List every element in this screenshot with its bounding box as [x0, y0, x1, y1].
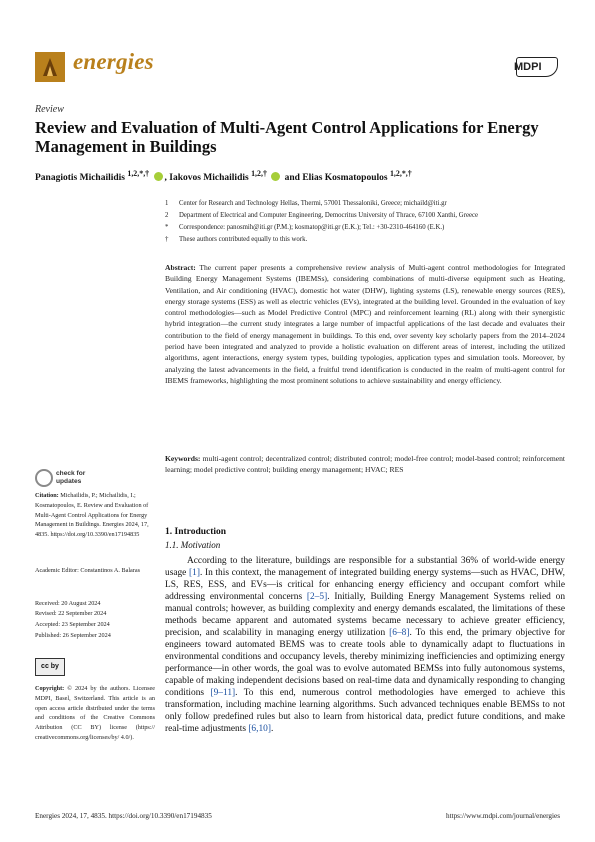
author-superscript: 1,2,*,†: [127, 169, 150, 178]
author-superscript: 1,2,†: [251, 169, 267, 178]
body-text: . Initially, Building Energy Management Systems relied on manual controls; however, as building complexity and energy demands escalated, the limitations of these methods became apparent and automated systems became necessary to achieve greater efficiency, precision, and scalability in managing energy utilization: [165, 592, 566, 638]
orcid-icon[interactable]: [154, 172, 163, 181]
citation-link[interactable]: [6,10]: [248, 724, 271, 734]
affiliation-mark: 2: [165, 212, 169, 219]
subsection-heading: 1.1. Motivation: [165, 540, 221, 550]
affiliation-text: These authors contributed equally to this work.: [179, 236, 308, 243]
affiliation: [165, 199, 565, 209]
affiliation-mark: †: [165, 236, 169, 243]
check-for-updates-button[interactable]: [56, 470, 85, 486]
section-heading: 1. Introduction: [165, 527, 227, 537]
affiliation-text: Department of Electrical and Computer Engineering, Democritus University of Thrace, 67100 Xanthi, Greece: [179, 212, 479, 219]
keywords-label: Keywords:: [165, 454, 201, 463]
affiliation: [165, 211, 565, 221]
affiliation-mark: 1: [165, 200, 169, 207]
citation-block: [35, 491, 155, 540]
abstract-label: Abstract:: [165, 263, 196, 272]
footer-journal-link[interactable]: https://www.mdpi.com/journal/energies: [446, 812, 560, 820]
affiliation: [165, 235, 565, 245]
citation-label: Citation:: [35, 492, 59, 499]
article-type: Review: [35, 104, 64, 115]
author-name[interactable]: Panagiotis Michailidis: [35, 173, 125, 184]
citation-link[interactable]: [1]: [189, 568, 200, 578]
author-superscript: 1,2,*,†: [389, 169, 412, 178]
body-text: . To this end, numerous control methodologies have emerged to achieve this transformation, including machine learning algorithms. Such advanced techniques enable BEMSs to not only follow predefined rules but also to learn from historical data, predict future conditions, and make real-time adjustments: [165, 688, 566, 734]
article-title: Review and Evaluation of Multi-Agent Control Applications for Energy Management in Buildings: [35, 118, 539, 156]
copyright-block: [35, 684, 155, 743]
keywords-text: multi-agent control; decentralized control; distributed control; model-free control; model-based control; reinforcement learning; model predictive control; building energy management; HVAC; RES: [165, 454, 565, 475]
citation-link[interactable]: [2–5]: [306, 592, 328, 602]
author-list: Panagiotis Michailidis $^{1,2,*,\dagger}$ , Iakovos Michailidis $^{1,2,\dagger}$ and Elias Kosmatopoulos $^{1,2,*,\dagger}$: [35, 169, 412, 184]
copyright-label: Copyright:: [35, 685, 65, 692]
cc-license-badge[interactable]: cc by: [35, 658, 65, 676]
affiliation-text: Correspondence: panosmih@iti.gr (P.M.); kosmatop@iti.gr (E.K.); Tel.: +30-2310-464160 (E.K.): [179, 224, 445, 231]
check-updates-line: check for: [56, 470, 86, 477]
check-for-updates-icon[interactable]: [35, 469, 53, 487]
keywords: [165, 453, 565, 476]
author-name[interactable]: Iakovos Michailidis: [169, 173, 249, 184]
affiliation: [165, 223, 565, 233]
check-updates-line: updates: [56, 478, 82, 485]
revised-date: Revised: 22 September 2024: [35, 610, 107, 617]
copyright-text: © 2024 by the authors. Licensee MDPI, Basel, Switzerland. This article is an open access article distributed under the terms and conditions of the Creative Commons Attribution (CC BY) license (https:// creativecommons.org/licenses/by/ 4.0/).: [35, 685, 156, 741]
body-paragraph: [165, 555, 565, 735]
body-text: . To this end, the primary objective for engineers toward automated BEMS was to create tools able to dynamically adapt to fluctuations in environmental conditions and occupancy levels, thereby minimizing inefficiencies and optimizing energy performance—in other words, the goal was to evolve automated BEMSs into fully autonomous systems, capable of making independent decisions based on real-time data and dynamically responding to changing conditions: [165, 628, 566, 698]
academic-editor: Academic Editor: Constantinos A. Balaras: [35, 567, 140, 574]
abstract-text: The current paper presents a comprehensive review analysis of Multi-agent control methodologies for Integrated Building Energy Management Systems (IBEMSs), considering combinations of multi-diverse equipment such as Heating, Ventilation, and Air conditioning (HVAC), domestic hot water (DHW), lighting systems (LS), renewable energy sources (RES), energy storage systems (ESS) as well as electric vehicles (EVs), integrated at the building level. Grounded in the evaluation of key control methodologies—such as Model Predictive Control (MPC) and reinforcement learning (RL) along with their synergistic hybrid integration—the current study integrates a large number of impactful applications of the last decade and evaluates their contribution to the field of energy management in buildings. To this end, over seventy key scholarly papers from the 2014–2024 period have been integrated and analyzed to provide a holistic evaluation on different areas of interest, including the utilized algorithms, agent interactions, energy system types, building typologies, application types and simulation tools. Moreover, by analyzing the latest advancements in the field, a fruitful trend identification is conducted in the realm of multi-agent control for IBEMS frameworks, highlighting the most prominent solutions to achieve sustainability and energy efficiency.: [165, 263, 565, 385]
body-text: .: [270, 724, 274, 734]
received-date: Received: 20 August 2024: [35, 600, 101, 607]
citation-link[interactable]: [6–8]: [389, 628, 410, 638]
flame-icon: [35, 52, 65, 82]
body-text: . In this context, the management of integrated building energy systems—such as HVAC, DHW, LS, RES, ESS, and EVs—is critical for enhancing energy efficiency and occupant comfort while addressing environmental concerns: [165, 568, 565, 602]
abstract: [165, 262, 565, 386]
publisher-logo-text: MDPI: [514, 61, 542, 73]
citation-link[interactable]: [9–11]: [210, 688, 236, 698]
journal-logo-icon: [35, 52, 65, 82]
author-name[interactable]: and Elias Kosmatopoulos: [284, 173, 388, 184]
orcid-icon[interactable]: [271, 172, 280, 181]
body-text: According to the literature, buildings are responsible for a substantial 36% of world-wide energy usage: [165, 556, 565, 578]
affiliation-mark: *: [165, 224, 169, 231]
published-date: Published: 26 September 2024: [35, 632, 111, 639]
citation-text[interactable]: Michailidis, P.; Michailidis, I.; Kosmatopoulos, E. Review and Evaluation of Multi-Agent Control Applications for Energy Management in Buildings. Energies 2024, 17, 4835. https://doi.org/10.3390/en17194835: [35, 492, 149, 539]
affiliation-text: Center for Research and Technology Hellas, Thermi, 57001 Thessaloniki, Greece; michaild@iti.gr: [179, 200, 447, 207]
accepted-date: Accepted: 23 September 2024: [35, 621, 110, 628]
footer-citation: Energies 2024, 17, 4835. https://doi.org/10.3390/en17194835: [35, 812, 212, 820]
journal-name: energies: [73, 49, 154, 74]
